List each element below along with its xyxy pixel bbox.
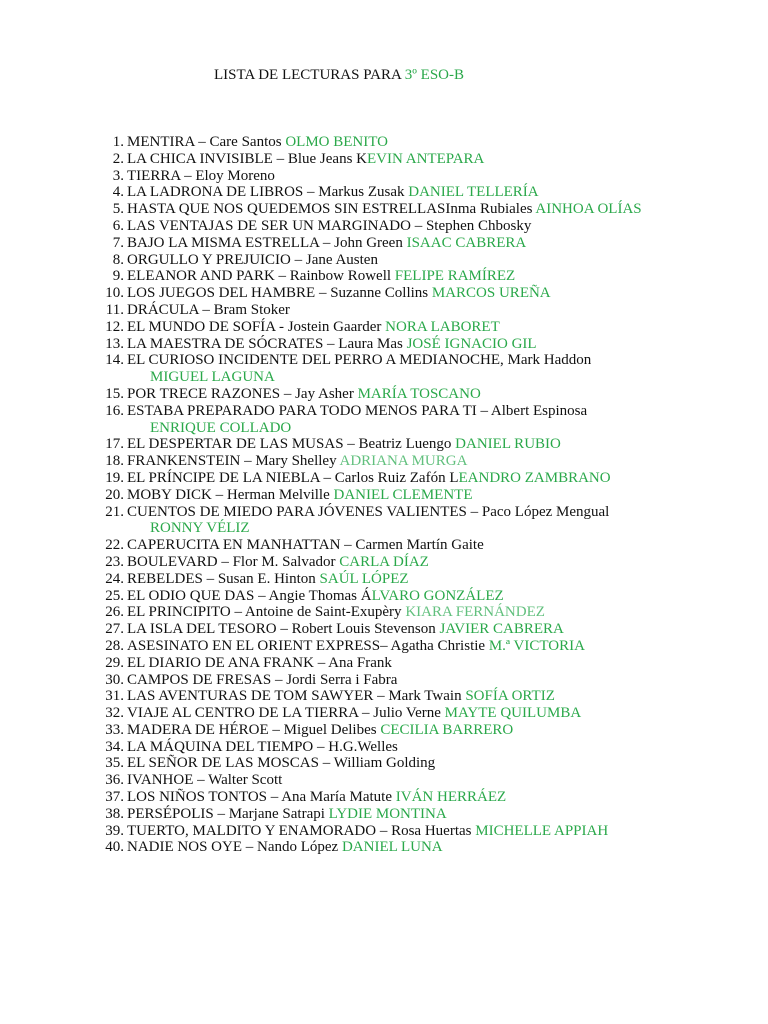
book-entry [127,252,768,269]
book-entry [127,604,768,621]
item-number: 37. [105,789,124,806]
list-item [0,285,768,302]
student-line [150,420,768,437]
book-title-author: EL ODIO QUE DAS – Angie Thomas Á [127,587,372,604]
item-number: 20. [105,486,124,503]
list-item [0,621,768,638]
book-entry [127,403,768,420]
book-entry [127,621,768,638]
book-title-author: CAPERUCITA EN MANHATTAN – Carmen Martín Gaite [127,537,484,554]
book-entry [127,218,768,235]
book-entry [127,184,768,201]
book-title-author: LAS VENTAJAS DE SER UN MARGINADO – Stephen Chbosky [127,217,532,234]
student-line [150,369,768,386]
book-entry [127,789,768,806]
book-entry [127,755,768,772]
list-item [0,134,768,151]
list-item [0,755,768,772]
item-number: 36. [105,772,124,789]
book-title-author: IVANHOE – Walter Scott [127,772,283,789]
student-name: ADRIANA MURGA [339,453,468,470]
book-title-author: LA ISLA DEL TESORO – Robert Louis Stevenson [127,621,440,638]
list-item [0,504,768,538]
book-title-author: EL DIARIO DE ANA FRANK – Ana Frank [127,654,392,671]
list-item [0,184,768,201]
student-name: LVARO GONZÁLEZ [371,587,504,604]
item-number: 21. [105,503,124,520]
book-entry [127,705,768,722]
item-number: 38. [105,805,124,822]
book-title-author: EL CURIOSO INCIDENTE DEL PERRO A MEDIANOCHE, Mark Haddon [127,352,592,369]
book-entry [127,722,768,739]
book-entry [127,302,768,319]
student-name: JAVIER CABRERA [439,621,564,638]
item-number: 5. [112,201,124,218]
student-name: LYDIE MONTINA [328,805,447,822]
book-title-author: LA MAESTRA DE SÓCRATES – Laura Mas [127,335,407,352]
student-name: FELIPE RAMÍREZ [394,268,516,285]
student-name: NORA LABORET [385,318,500,335]
list-item [0,823,768,840]
list-item [0,772,768,789]
book-title-author: VIAJE AL CENTRO DE LA TIERRA – Julio Verne [127,705,445,722]
student-name: ISAAC CABRERA [406,234,527,251]
item-number: 39. [105,822,124,839]
student-name: MARÍA TOSCANO [357,385,481,402]
list-item [0,436,768,453]
book-entry [127,571,768,588]
student-name: CARLA DÍAZ [339,553,429,570]
list-item [0,319,768,336]
book-entry [127,285,768,302]
book-title-author: NADIE NOS OYE – Nando López [127,839,342,856]
student-line [150,520,768,537]
item-number: 16. [105,402,124,419]
book-entry [127,235,768,252]
student-name: DANIEL TELLERÍA [408,184,539,201]
book-entry [127,839,768,856]
item-number: 35. [105,755,124,772]
book-title-author: ASESINATO EN EL ORIENT EXPRESS– Agatha Christie [127,637,489,654]
list-item [0,604,768,621]
book-entry [127,638,768,655]
student-name: DANIEL RUBIO [455,436,561,453]
book-title-author: EL DESPERTAR DE LAS MUSAS – Beatriz Luengo [127,436,456,453]
list-item [0,554,768,571]
book-title-author: LA CHICA INVISIBLE – Blue Jeans K [127,150,367,167]
item-number: 15. [105,385,124,402]
student-name: DANIEL CLEMENTE [333,486,473,503]
book-title-author: CUENTOS DE MIEDO PARA JÓVENES VALIENTES – Paco López Mengual [127,503,610,520]
list-item [0,168,768,185]
item-number: 30. [105,671,124,688]
title-text: LISTA DE LECTURAS PARA [214,67,405,83]
book-entry [127,168,768,185]
book-entry [127,386,768,403]
item-number: 19. [105,469,124,486]
item-number: 14. [105,352,124,369]
list-item [0,403,768,437]
student-name: OLMO BENITO [285,134,388,150]
student-name: SOFÍA ORTIZ [465,688,555,705]
book-entry [127,201,768,218]
book-entry [127,688,768,705]
book-title-author: ELEANOR AND PARK – Rainbow Rowell [127,268,395,285]
book-entry [127,151,768,168]
item-number: 8. [112,251,124,268]
book-title-author: ESTABA PREPARADO PARA TODO MENOS PARA TI – Albert Espinosa [127,402,588,419]
student-name: MARCOS UREÑA [431,285,551,302]
book-entry [127,504,768,521]
book-entry [127,487,768,504]
student-name: JOSÉ IGNACIO GIL [406,335,537,352]
book-title-author: LA MÁQUINA DEL TIEMPO – H.G.Welles [127,738,398,755]
book-entry [127,436,768,453]
list-item [0,252,768,269]
student-name: AINHOA OLÍAS [535,201,642,218]
item-number: 40. [105,839,124,856]
book-title-author: MENTIRA – Care Santos [127,134,286,150]
list-item [0,638,768,655]
book-entry [127,470,768,487]
title-class: 3º ESO-B [404,67,465,83]
book-title-author: POR TRECE RAZONES – Jay Asher [127,385,358,402]
book-entry [127,352,768,369]
student-name: EVIN ANTEPARA [367,150,485,167]
student-name: CECILIA BARRERO [380,721,514,738]
item-number: 2. [112,150,124,167]
list-item [0,655,768,672]
book-title-author: LOS JUEGOS DEL HAMBRE – Suzanne Collins [127,285,432,302]
list-item [0,789,768,806]
page-title [214,65,464,85]
student-name: ENRIQUE COLLADO [150,419,292,436]
list-item [0,588,768,605]
list-item [0,235,768,252]
list-item [0,839,768,856]
list-item [0,739,768,756]
item-number: 22. [105,537,124,554]
book-entry [127,537,768,554]
book-title-author: CAMPOS DE FRESAS – Jordi Serra i Fabra [127,671,398,688]
list-item [0,487,768,504]
book-title-author: DRÁCULA – Bram Stoker [127,301,290,318]
book-entry [127,823,768,840]
student-name: KIARA FERNÁNDEZ [405,604,545,621]
item-number: 24. [105,570,124,587]
reading-list [0,134,768,856]
book-entry [127,268,768,285]
book-title-author: MADERA DE HÉROE – Miguel Delibes [127,721,381,738]
book-entry [127,739,768,756]
item-number: 9. [112,268,124,285]
list-item [0,470,768,487]
item-number: 32. [105,705,124,722]
list-item [0,453,768,470]
list-item [0,672,768,689]
item-number: 10. [105,285,124,302]
list-item [0,268,768,285]
student-name: EANDRO ZAMBRANO [458,469,611,486]
item-number: 28. [105,637,124,654]
book-title-author: LA LADRONA DE LIBROS – Markus Zusak [127,184,409,201]
list-item [0,688,768,705]
item-number: 25. [105,587,124,604]
list-item [0,218,768,235]
student-name: RONNY VÉLIZ [150,520,250,537]
student-name: SAÚL LÓPEZ [319,570,409,587]
list-item [0,571,768,588]
list-item [0,386,768,403]
item-number: 34. [105,738,124,755]
list-item [0,151,768,168]
book-entry [127,336,768,353]
list-item [0,201,768,218]
student-name: DANIEL LUNA [341,839,443,856]
book-title-author: EL MUNDO DE SOFÍA - Jostein Gaarder [127,318,386,335]
item-number: 6. [112,217,124,234]
student-name: MICHELLE APPIAH [475,822,609,839]
item-number: 29. [105,654,124,671]
book-title-author: LOS NIÑOS TONTOS – Ana María Matute [127,789,396,806]
book-entry [127,453,768,470]
book-title-author: TUERTO, MALDITO Y ENAMORADO – Rosa Huertas [127,822,476,839]
book-title-author: REBELDES – Susan E. Hinton [127,570,320,587]
book-entry [127,319,768,336]
book-title-author: MOBY DICK – Herman Melville [127,486,334,503]
item-number: 23. [105,553,124,570]
item-number: 3. [112,167,124,184]
item-number: 7. [112,234,124,251]
list-item [0,336,768,353]
book-entry [127,655,768,672]
list-item [0,806,768,823]
item-number: 17. [105,436,124,453]
list-item [0,722,768,739]
book-entry [127,806,768,823]
book-title-author: EL SEÑOR DE LAS MOSCAS – William Golding [127,755,436,772]
item-number: 31. [105,688,124,705]
item-number: 18. [105,453,124,470]
book-title-author: PERSÉPOLIS – Marjane Satrapi [127,805,329,822]
book-entry [127,554,768,571]
item-number: 1. [112,134,124,150]
book-entry [127,772,768,789]
item-number: 12. [105,318,124,335]
list-item [0,352,768,386]
student-name: MAYTE QUILUMBA [444,705,582,722]
book-title-author: EL PRÍNCIPE DE LA NIEBLA – Carlos Ruiz Zafón L [127,469,459,486]
student-name: IVÁN HERRÁEZ [395,789,507,806]
book-title-author: TIERRA – Eloy Moreno [127,167,275,184]
student-name: MIGUEL LAGUNA [150,369,275,386]
book-entry [127,134,768,151]
book-entry [127,672,768,689]
list-item [0,705,768,722]
book-title-author: BOULEVARD – Flor M. Salvador [127,553,340,570]
list-item [0,537,768,554]
book-title-author: FRANKENSTEIN – Mary Shelley [127,453,340,470]
book-title-author: BAJO LA MISMA ESTRELLA – John Green [127,234,407,251]
item-number: 13. [105,335,124,352]
list-item [0,302,768,319]
item-number: 4. [112,184,124,201]
item-number: 26. [105,604,124,621]
book-title-author: LAS AVENTURAS DE TOM SAWYER – Mark Twain [127,688,466,705]
item-number: 11. [105,301,124,318]
book-title-author: EL PRINCIPITO – Antoine de Saint-Exupèry [127,604,406,621]
item-number: 27. [105,621,124,638]
book-title-author: HASTA QUE NOS QUEDEMOS SIN ESTRELLASInma Rubiales [127,201,536,218]
book-entry [127,588,768,605]
item-number: 33. [105,721,124,738]
student-name: M.ª VICTORIA [488,637,585,654]
book-title-author: ORGULLO Y PREJUICIO – Jane Austen [127,251,378,268]
